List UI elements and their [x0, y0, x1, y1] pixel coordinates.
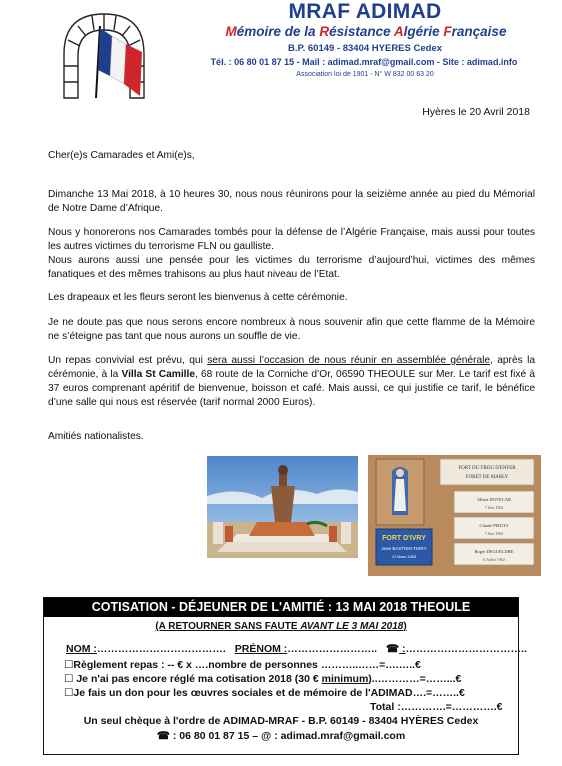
form-instruction: (A RETOURNER SANS FAUTE AVANT LE 3 MAI 2018) — [155, 621, 407, 632]
phone-icon: ☎ — [156, 730, 170, 742]
nom-label: NOM : — [66, 643, 97, 655]
org-postal-address: B.P. 60149 - 83404 HYERES Cedex — [287, 43, 443, 54]
org-contact-line: Tél. : 06 80 01 87 15 - Mail : adimad.mraf@gmail.com - Site : adimad.info — [210, 57, 518, 67]
paragraph-memory: Je ne doute pas que nous serons encore nombreux à nous souvenir afin que cette flamme de la Mémoire ne s’éteigne pas tant que nous aurons un souffle de vie. — [48, 317, 535, 342]
greeting: Cher(e)s Camarades et Ami(e)s, — [48, 150, 195, 161]
phone-field[interactable]: …………………………….. — [405, 643, 527, 655]
form-line-donation: ☐Je fais un don pour les œuvres sociales et de mémoire de l'ADIMAD….=……..€ — [64, 687, 465, 699]
memorial-photo — [207, 456, 358, 558]
plaque-name-3: Roger DEGUELDRE — [474, 549, 514, 554]
plaque-fort-ivry: FORT D'IVRY — [382, 535, 426, 542]
form-contact-line: ☎ : 06 80 01 87 15 – @ : adimad.mraf@gmail.com — [156, 730, 406, 742]
plaques-photo — [368, 455, 541, 576]
plaque-trou-enfer: FORT DU TROU D'ENFER — [458, 466, 516, 471]
plaque-name-2: Claude PIEGTS — [479, 523, 509, 528]
phone-icon: ☎ — [386, 643, 400, 655]
form-title: COTISATION - DÉJEUNER DE L'AMITIÉ : 13 MAI 2018 THEOULE — [44, 598, 518, 617]
org-association-number: Association loi de 1901 - N° W 832 00 63 20 — [296, 71, 434, 78]
plaque-date-1: 7 Juin 1962 — [484, 505, 504, 510]
plaque-fort-ivry-date: 11 Mars 1963 — [391, 554, 417, 559]
plaque-foret-marly: FORET DE MARLY — [465, 475, 509, 480]
paragraph-terrorism: Nous aurons aussi une pensée pour les victimes du terrorisme d’aujourd’hui, victimes des mêmes fanatiques et des mêmes trahisons au plus haut niveau de l’Etat. — [48, 255, 535, 280]
form-line-cotisation: ☐ Je n'ai pas encore réglé ma cotisation 2018 (30 € minimum)..…………=……...€ — [64, 673, 462, 685]
checkbox-icon[interactable]: ☐ — [64, 673, 74, 685]
org-name: MRAF ADIMAD — [288, 0, 442, 23]
form-total[interactable]: Total :………….=………….€ — [370, 701, 503, 713]
paragraph-flags: Les drapeaux et les fleurs seront les bienvenus à cette cérémonie. — [48, 292, 348, 303]
paragraph-tribute: Nous y honorerons nos Camarades tombés pour la défense de l’Algérie Française, mais aussi pour toutes les autres victimes du terrorisme FLN ou gaulliste. — [48, 227, 535, 252]
checkbox-icon[interactable]: ☐ — [64, 659, 74, 671]
form-line-meal: ☐Règlement repas : -- € x ….nombre de personnes ………..……=….…..€ — [64, 659, 421, 671]
plaque-date-2: 7 Juin 1962 — [484, 531, 504, 536]
letter-date: Hyères le 20 Avril 2018 — [422, 106, 530, 118]
adimad-logo — [46, 6, 162, 100]
paragraph-ceremony: Dimanche 13 Mai 2018, à 10 heures 30, nous nous réunirons pour la seizième année au pied du Mémorial de Notre Dame d’Afrique. — [48, 189, 535, 214]
form-cheque-instruction: Un seul chèque à l'ordre de ADIMAD-MRAF - B.P. 60149 - 83404 HYÈRES Cedex — [83, 715, 479, 727]
closing: Amitiés nationalistes. — [48, 431, 144, 442]
prenom-label: PRÉNOM : — [234, 643, 288, 655]
paragraph-lunch: Un repas convivial est prévu, qui sera aussi l’occasion de nous réunir en assemblée générale, après la cérémonie, à la Villa St Camille, 68 route de la Corniche d’Or, 06590 THEOULE sur Mer. Le tarif est fixé à 37 euros comprenant apéritif de bienvenue, boisson et café. Mais aussi, ce qui justifie ce tarif, le bénéfice d’une salle qui nous est réservée (tarif normal 2000 Euros). — [48, 355, 535, 408]
plaque-fort-ivry-name: Jean BASTIEN-THIRY — [381, 546, 427, 551]
form-identity-line: NOM :………………………………. PRÉNOM :…………………….. ☎ :…………………………….. — [66, 643, 527, 655]
org-subtitle: Mémoire de la Résistance Algérie Française — [225, 24, 507, 39]
checkbox-icon[interactable]: ☐ — [64, 687, 74, 699]
prenom-field[interactable]: …………………….. — [287, 643, 378, 655]
plaque-name-1: Albert DOVECAR — [476, 497, 512, 502]
plaque-date-3: 6 Juillet 1962 — [483, 557, 505, 562]
nom-field[interactable]: ………………………………. — [96, 643, 226, 655]
